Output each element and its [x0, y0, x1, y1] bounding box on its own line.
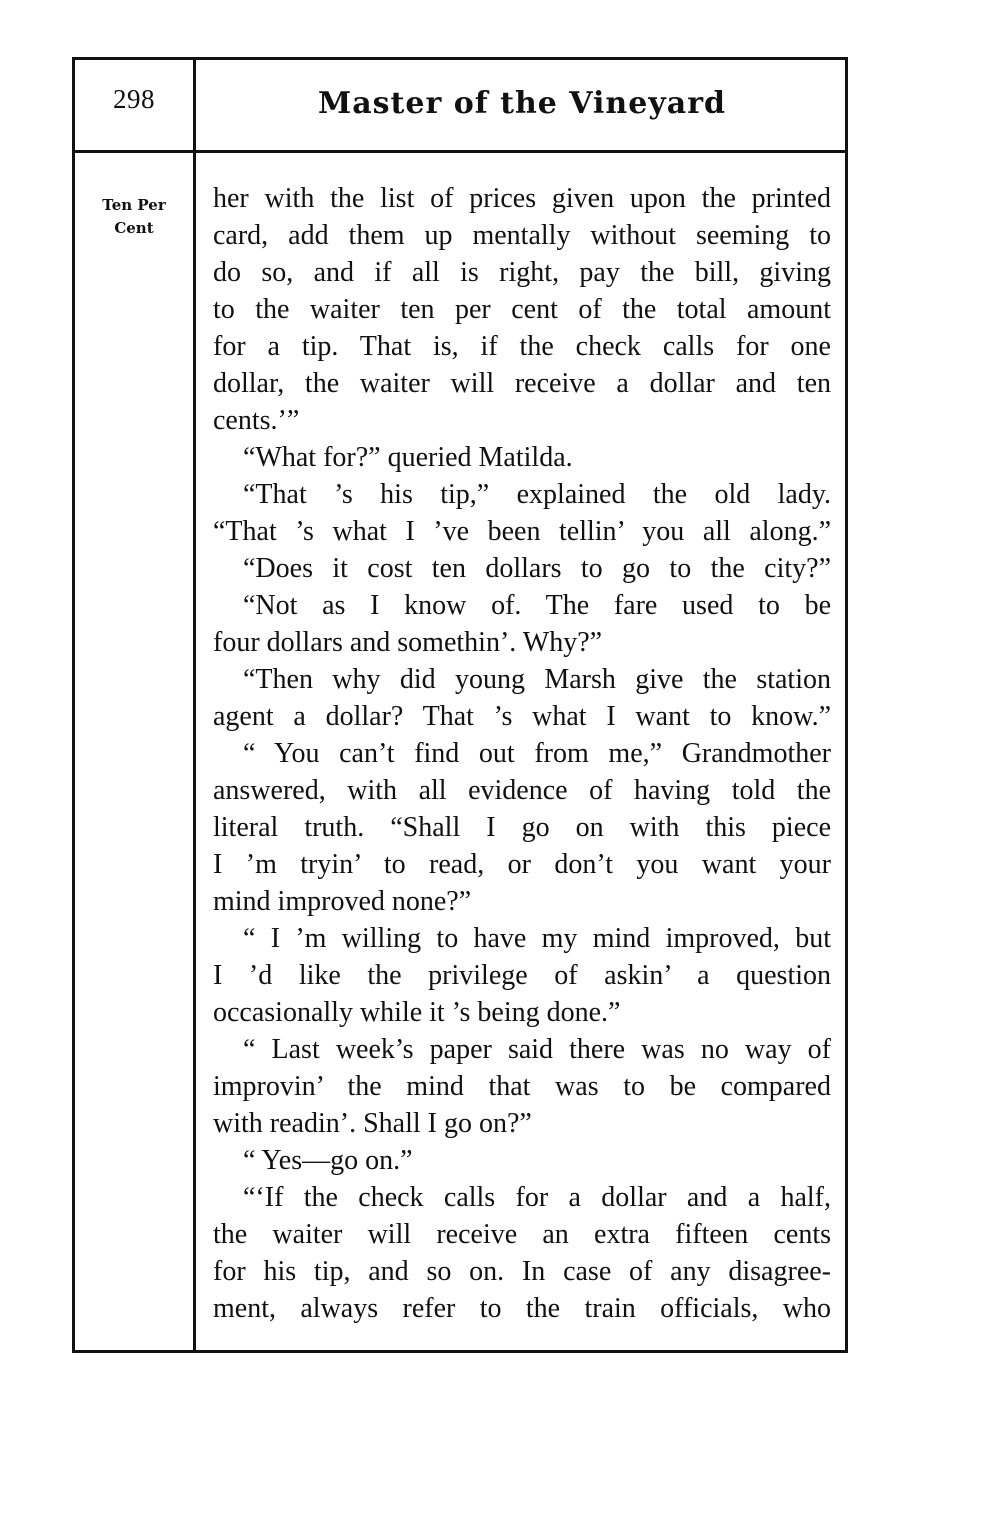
- text-line: “ Yes—go on.”: [243, 1145, 413, 1176]
- text-line: mind improved none?”: [213, 886, 472, 917]
- text-line: with readin’. Shall I go on?”: [213, 1108, 532, 1139]
- side-note-line-1: Ten Per: [102, 196, 166, 214]
- text-line: to the waiter ten per cent of the total amount: [213, 294, 831, 325]
- header-rule: [72, 150, 848, 153]
- text-line: “What for?” queried Matilda.: [243, 442, 573, 473]
- text-line: “ You can’t find out from me,” Grandmother: [243, 738, 831, 769]
- text-line: answered, with all evidence of having told the: [213, 775, 831, 806]
- text-line: “That ’s what I ’ve been tellin’ you all along.”: [213, 516, 831, 547]
- text-line: dollar, the waiter will receive a dollar and ten: [213, 368, 831, 399]
- text-line: do so, and if all is right, pay the bill, giving: [213, 257, 831, 288]
- text-line: the waiter will receive an extra fifteen cents: [213, 1219, 831, 1250]
- text-line: cents.’”: [213, 405, 300, 436]
- running-head: Master of the Vineyard: [318, 86, 726, 121]
- text-line: “Does it cost ten dollars to go to the city?”: [243, 553, 831, 584]
- text-line: “ I ’m willing to have my mind improved, but: [243, 923, 831, 954]
- text-line: for his tip, and so on. In case of any disagree-: [213, 1256, 831, 1287]
- text-line: four dollars and somethin’. Why?”: [213, 627, 603, 658]
- text-line: occasionally while it ’s being done.”: [213, 997, 621, 1028]
- text-line: improvin’ the mind that was to be compared: [213, 1071, 831, 1102]
- text-line: “‘If the check calls for a dollar and a half,: [243, 1182, 831, 1213]
- text-line: “That ’s his tip,” explained the old lady.: [243, 479, 831, 510]
- text-line: for a tip. That is, if the check calls for one: [213, 331, 831, 362]
- body-text: [213, 180, 831, 1327]
- text-line: ment, always refer to the train officials, who: [213, 1293, 831, 1324]
- side-note-line-2: Cent: [114, 219, 154, 237]
- text-line: “ Last week’s paper said there was no way of: [243, 1034, 831, 1065]
- text-line: I ’d like the privilege of askin’ a question: [213, 960, 831, 991]
- text-line: agent a dollar? That ’s what I want to know.”: [213, 701, 831, 732]
- page-number: 298: [113, 84, 155, 114]
- text-line: “Not as I know of. The fare used to be: [243, 590, 831, 621]
- text-line: I ’m tryin’ to read, or don’t you want your: [213, 849, 831, 880]
- text-line: “Then why did young Marsh give the station: [243, 664, 831, 695]
- text-line: her with the list of prices given upon the printed: [213, 183, 831, 214]
- side-note: [75, 194, 193, 240]
- text-line: literal truth. “Shall I go on with this piece: [213, 812, 831, 843]
- margin-divider: [193, 57, 196, 1353]
- text-line: card, add them up mentally without seeming to: [213, 220, 831, 251]
